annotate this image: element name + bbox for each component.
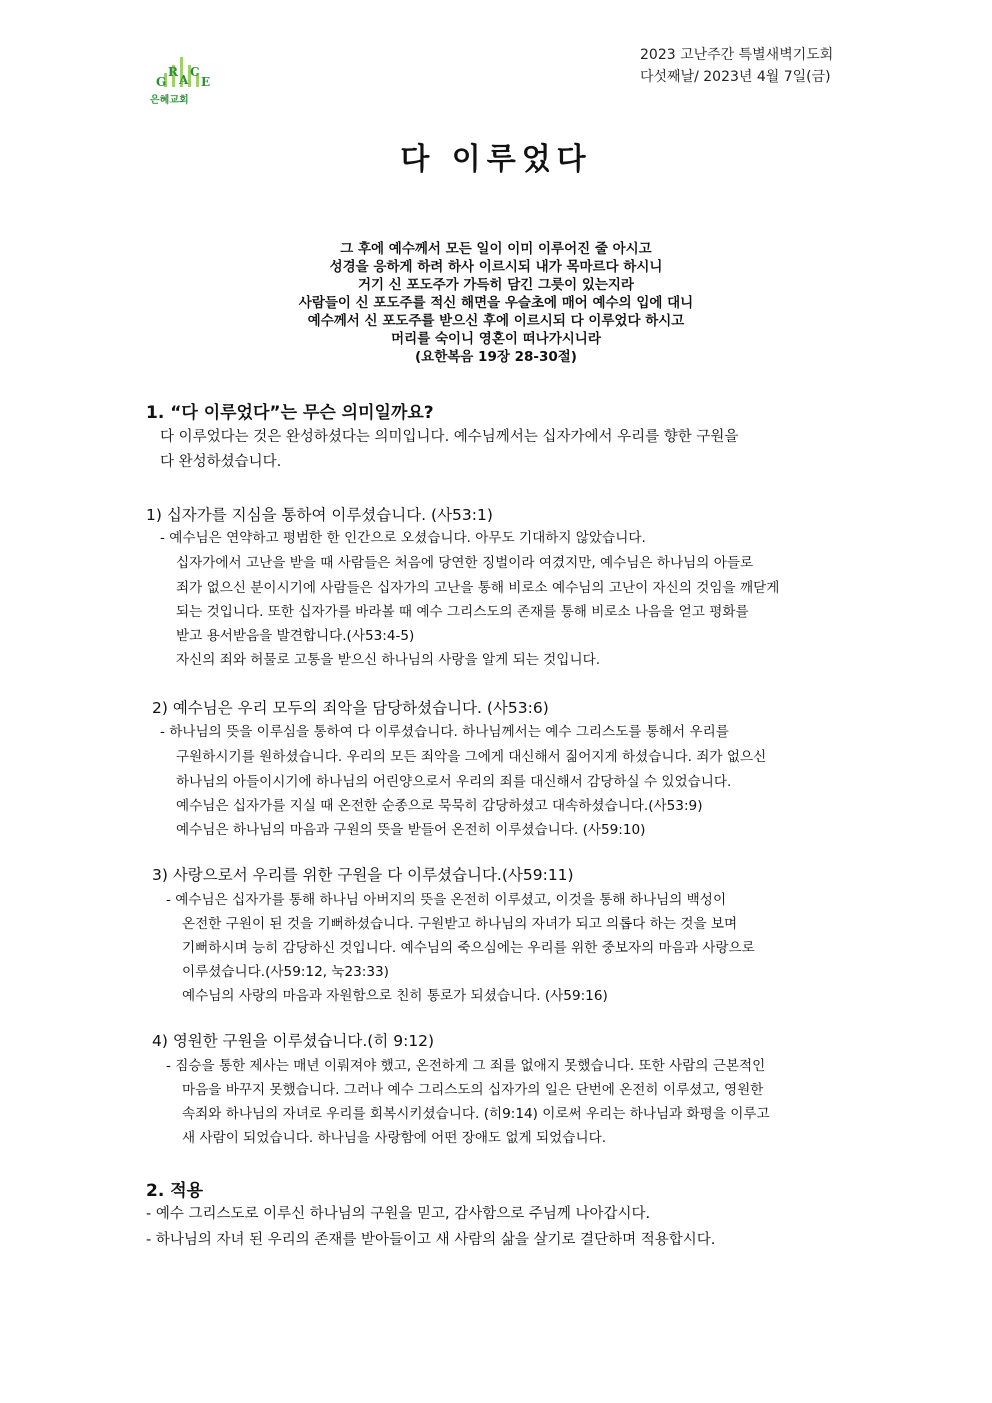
logo-letters: [152, 61, 212, 93]
point3-line: 예수님의 사랑의 마음과 자원함으로 친히 통로가 되셨습니다. (사59:16): [182, 988, 608, 1004]
scripture-line: 그 후에 예수께서 모든 일이 이미 이루어진 줄 아시고: [340, 241, 652, 257]
point2-line: 구원하시기를 원하셨습니다. 우리의 모든 죄악을 그에게 대신해서 짊어지게 하셨습니다. 죄가 없으신: [176, 749, 767, 765]
point1-line: 십자가에서 고난을 받을 때 사람들은 처음에 당연한 징벌이라 여겼지만, 예수님은 하나님의 아들로: [176, 555, 754, 571]
section2-line: - 예수 그리스도로 이루신 하나님의 구원을 믿고, 감사함으로 주님께 나아갑시다.: [146, 1206, 651, 1222]
point2-line: 예수님은 하나님의 마음과 구원의 뜻을 받들어 온전히 이루셨습니다. (사59:10): [176, 822, 646, 838]
point3-line: - 예수님은 십자가를 통해 하나님 아버지의 뜻을 온전히 이루셨고, 이것을 통해 하나님의 백성이: [166, 892, 727, 908]
header-event: 2023 고난주간 특별새벽기도회: [640, 47, 834, 63]
scripture-line: 사람들이 신 포도주를 적신 해면을 우슬초에 매어 예수의 입에 대니: [298, 295, 694, 311]
scripture-line: 성경을 응하게 하려 하사 이르시되 내가 목마르다 하시니: [329, 259, 663, 275]
logo-church-name: 은혜교회: [150, 95, 189, 106]
point3-line: 기뻐하시며 능히 감당하신 것입니다. 예수님의 죽으심에는 우리를 위한 중보자의 마음과 사랑으로: [182, 940, 755, 956]
section1-intro-line: 다 이루었다는 것은 완성하셨다는 의미입니다. 예수님께서는 십자가에서 우리를 향한 구원을: [160, 429, 739, 445]
point4-line: - 짐승을 통한 제사는 매년 이뤄져야 했고, 온전하게 그 죄를 없애지 못했습니다. 또한 사람의 근본적인: [166, 1058, 766, 1074]
point3-title: 3) 사랑으로서 우리를 위한 구원을 다 이루셨습니다.(사59:11): [152, 866, 574, 884]
scripture-line: 예수께서 신 포도주를 받으신 후에 이르시되 다 이루었다 하시고: [307, 313, 685, 329]
point1-line: 받고 용서받음을 발견합니다.(사53:4-5): [176, 628, 415, 644]
point3-line: 이루셨습니다.(사59:12, 눅23:33): [182, 964, 389, 980]
logo-letter: G: [156, 75, 167, 89]
point3-line: 온전한 구원이 된 것을 기뻐하셨습니다. 구원받고 하나님의 자녀가 되고 의롭다 하는 것을 보며: [182, 916, 738, 932]
scripture-reference: (요한복음 19장 28-30절): [415, 349, 577, 365]
point1-line: 되는 것입니다. 또한 십자가를 바라볼 때 예수 그리스도의 존재를 통해 비로소 나음을 얻고 평화를: [176, 604, 749, 620]
point4-title: 4) 영원한 구원을 이루셨습니다.(히 9:12): [152, 1032, 435, 1050]
section2-line: - 하나님의 자녀 된 우리의 존재를 받아들이고 새 사람의 삶을 살기로 결단하며 적용합시다.: [146, 1232, 716, 1248]
scripture-passage: [0, 240, 992, 366]
logo-letter: E: [201, 75, 211, 89]
scripture-line: 거기 신 포도주가 가득히 담긴 그릇이 있는지라: [358, 277, 634, 293]
point2-title: 2) 예수님은 우리 모두의 죄악을 담당하셨습니다. (사53:6): [152, 699, 549, 717]
point1-line: - 예수님은 연약하고 평범한 한 인간으로 오셨습니다. 아무도 기대하지 않았습니다.: [160, 530, 646, 546]
section1-title: 1. “다 이루었다”는 무슨 의미일까요?: [146, 403, 434, 423]
point1-line: 자신의 죄와 허물로 고통을 받으신 하나님의 사랑을 알게 되는 것입니다.: [176, 652, 601, 668]
logo-letter: R: [168, 65, 178, 79]
point4-line: 마음을 바꾸지 못했습니다. 그러나 예수 그리스도의 십자가의 일은 단번에 온전히 이루셨고, 영원한: [182, 1082, 764, 1098]
section2-title: 2. 적용: [146, 1181, 204, 1201]
logo-letter: C: [190, 65, 200, 79]
point2-line: - 하나님의 뜻을 이루심을 통하여 다 이루셨습니다. 하나님께서는 예수 그리스도를 통해서 우리를: [160, 724, 729, 740]
point4-line: 새 사람이 되었습니다. 하나님을 사랑함에 어떤 장애도 없게 되었습니다.: [182, 1130, 607, 1146]
church-logo: [146, 55, 218, 107]
point1-title: 1) 십자가를 지심을 통하여 이루셨습니다. (사53:1): [146, 506, 493, 524]
point2-line: 예수님은 십자가를 지실 때 온전한 순종으로 묵묵히 감당하셨고 대속하셨습니다.(사53:9): [176, 798, 703, 814]
logo-letter: A: [179, 73, 189, 87]
scripture-line: 머리를 숙이니 영혼이 떠나가시니라: [391, 331, 601, 347]
page-title: 다 이루었다: [400, 142, 592, 177]
point4-line: 속죄와 하나님의 자녀로 우리를 회복시키셨습니다. (히9:14) 이로써 우리는 하나님과 화평을 이루고: [182, 1106, 770, 1122]
section1-intro-line: 다 완성하셨습니다.: [160, 454, 282, 470]
point2-line: 하나님의 아들이시기에 하나님의 어린양으로서 우리의 죄를 대신해서 감당하실 수 있었습니다.: [176, 774, 732, 790]
point1-line: 죄가 없으신 분이시기에 사람들은 십자가의 고난을 통해 비로소 예수님의 고난이 자신의 것임을 깨닫게: [176, 580, 780, 596]
header-date: 다섯째날/ 2023년 4월 7일(금): [640, 69, 831, 85]
